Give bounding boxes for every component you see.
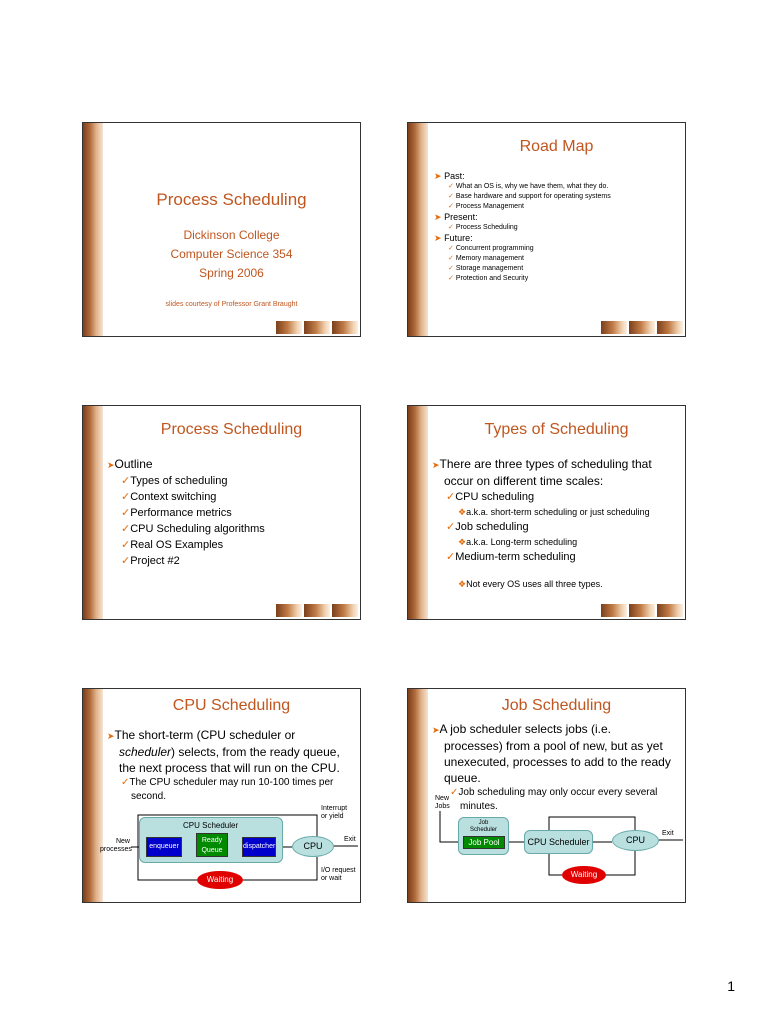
check-icon: ✓	[121, 491, 131, 503]
check-icon: ✓	[446, 551, 456, 563]
list-item-continued: second.	[131, 791, 167, 802]
triangle-bullet-icon: ➤	[107, 731, 115, 741]
triangle-bullet-icon: ➤	[434, 212, 442, 222]
job-scheduler-box: Job Scheduler	[458, 817, 509, 855]
list-item-continued: occur on different time scales:	[444, 474, 604, 488]
interrupt-label: Interrupt or yield	[321, 805, 348, 820]
list-item: ✓ Protection and Security	[448, 275, 529, 282]
list-item: ✓Job scheduling may only occur every several	[450, 787, 658, 798]
cpu-scheduler-label: CPU Scheduler	[183, 821, 239, 830]
decor-square	[304, 604, 330, 617]
enqueuer-box: enqueuer	[146, 837, 182, 857]
outline-list	[107, 456, 354, 569]
list-item: ✓Performance metrics	[121, 507, 232, 519]
list-item-continued: scheduler) selects, from the ready queue,	[119, 745, 340, 759]
check-icon: ✓	[121, 777, 130, 788]
slide-3	[82, 405, 361, 620]
list-item: ✓ Process Scheduling	[448, 224, 518, 231]
decor-square	[332, 321, 358, 334]
slide-title: Job Scheduling	[501, 697, 612, 714]
dispatcher-box: dispatcher	[242, 837, 276, 857]
diamond-bullet-icon: ❖	[458, 579, 467, 589]
check-icon: ✓	[121, 523, 131, 535]
check-icon: ✓	[448, 183, 454, 190]
list-item: ✓ Memory management	[448, 255, 524, 262]
triangle-bullet-icon: ➤	[107, 460, 115, 470]
list-item: ✓ Process Management	[448, 203, 524, 210]
list-item-continued: queue.	[444, 771, 481, 785]
decor-square	[629, 604, 655, 617]
waiting-node: Waiting	[562, 866, 606, 884]
slide-decor-strip	[83, 123, 103, 336]
list-item: ✓Types of scheduling	[121, 475, 228, 487]
road-map-list	[434, 171, 679, 284]
list-item: ➤A job scheduler selects jobs (i.e.	[432, 722, 611, 736]
slide-5	[82, 688, 361, 903]
check-icon: ✓	[448, 265, 454, 272]
triangle-bullet-icon: ➤	[432, 725, 440, 735]
list-item: ❖a.k.a. Long-term scheduling	[458, 537, 578, 547]
decor-square	[629, 321, 655, 334]
slide-2	[407, 122, 686, 337]
list-item-continued: unexecuted, processes to add to the ready	[444, 755, 671, 769]
list-item: ✓CPU scheduling	[446, 491, 535, 503]
list-item: ➤ Present:	[434, 212, 478, 222]
cpu-scheduler-box: CPU Scheduler	[524, 830, 593, 854]
check-icon: ✓	[448, 245, 454, 252]
cpu-node: CPU	[612, 830, 659, 851]
decor-square	[304, 321, 330, 334]
slide-title: Types of Scheduling	[484, 421, 629, 438]
slide-decor-strip	[83, 406, 103, 619]
decor-square	[657, 604, 683, 617]
slide-title: Process Scheduling	[156, 190, 307, 209]
triangle-bullet-icon: ➤	[432, 460, 440, 470]
slide-1	[82, 122, 361, 337]
list-item: ✓Context switching	[121, 491, 217, 503]
slide-decor-strip	[408, 406, 428, 619]
list-item: ✓Real OS Examples	[121, 539, 224, 551]
list-item-continued: the next process that will run on the CPU.	[119, 761, 340, 775]
list-item: ❖Not every OS uses all three types.	[458, 579, 603, 589]
check-icon: ✓	[448, 193, 454, 200]
list-item: ➤ Past:	[434, 171, 465, 181]
exit-label: Exit	[662, 830, 674, 837]
slide-title: CPU Scheduling	[172, 697, 291, 714]
types-list	[432, 456, 679, 591]
decor-square	[276, 604, 302, 617]
decor-square	[657, 321, 683, 334]
waiting-node: Waiting	[197, 871, 243, 889]
slide-title: Process Scheduling	[160, 421, 303, 438]
diamond-bullet-icon: ❖	[458, 507, 467, 517]
check-icon: ✓	[121, 555, 131, 567]
list-item: ➤The short-term (CPU scheduler or	[107, 728, 296, 742]
list-item: ✓ Concurrent programming	[448, 245, 534, 252]
slide-4	[407, 405, 686, 620]
check-icon: ✓	[121, 507, 131, 519]
list-item: ➤ Future:	[434, 233, 473, 243]
page-number: 1	[727, 978, 735, 994]
new-jobs-label: New Jobs	[435, 795, 450, 810]
check-icon: ✓	[446, 521, 456, 533]
decor-square	[276, 321, 302, 334]
list-item: ✓ What an OS is, why we have them, what they do.	[448, 183, 609, 190]
list-item: ❖a.k.a. short-term scheduling or just scheduling	[458, 507, 650, 517]
list-item: ➤Outline	[107, 457, 153, 471]
check-icon: ✓	[446, 491, 456, 503]
list-item: ✓The CPU scheduler may run 10-100 times per	[121, 777, 334, 788]
list-item: ✓ Storage management	[448, 265, 524, 272]
new-processes-label: New processes	[100, 838, 132, 853]
check-icon: ✓	[121, 475, 131, 487]
list-item: ✓ Base hardware and support for operating systems	[448, 193, 611, 200]
slide-decor-strip	[408, 123, 428, 336]
slide-6	[407, 688, 686, 903]
cpu-node: CPU	[292, 836, 334, 857]
list-item: ✓Job scheduling	[446, 521, 529, 533]
list-item-continued: minutes.	[460, 801, 498, 812]
triangle-bullet-icon: ➤	[434, 171, 442, 181]
check-icon: ✓	[121, 539, 131, 551]
course-name: Computer Science 354	[170, 247, 293, 261]
list-item: ✓Project #2	[121, 555, 180, 567]
decor-square	[332, 604, 358, 617]
ready-queue-box: Ready Queue	[196, 833, 228, 857]
check-icon: ✓	[450, 787, 459, 798]
list-item: ✓CPU Scheduling algorithms	[121, 523, 265, 535]
check-icon: ✓	[448, 203, 454, 210]
term: Spring 2006	[199, 266, 264, 280]
list-item: ✓Medium-term scheduling	[446, 551, 576, 563]
io-request-label: I/O request or wait	[321, 867, 356, 882]
check-icon: ✓	[448, 255, 454, 262]
decor-square	[601, 321, 627, 334]
list-item: ➤There are three types of scheduling that	[432, 457, 652, 471]
diamond-bullet-icon: ❖	[458, 537, 467, 547]
list-item-continued: processes) from a pool of new, but as yet	[444, 739, 663, 753]
triangle-bullet-icon: ➤	[434, 233, 442, 243]
college-name: Dickinson College	[183, 228, 280, 242]
slide-title: Road Map	[519, 138, 594, 155]
exit-label: Exit	[344, 836, 356, 843]
job-pool-box: Job Pool	[463, 836, 505, 849]
decor-square	[601, 604, 627, 617]
check-icon: ✓	[448, 275, 454, 282]
slide-credit: slides courtesy of Professor Grant Braught	[165, 301, 298, 308]
check-icon: ✓	[448, 224, 454, 231]
